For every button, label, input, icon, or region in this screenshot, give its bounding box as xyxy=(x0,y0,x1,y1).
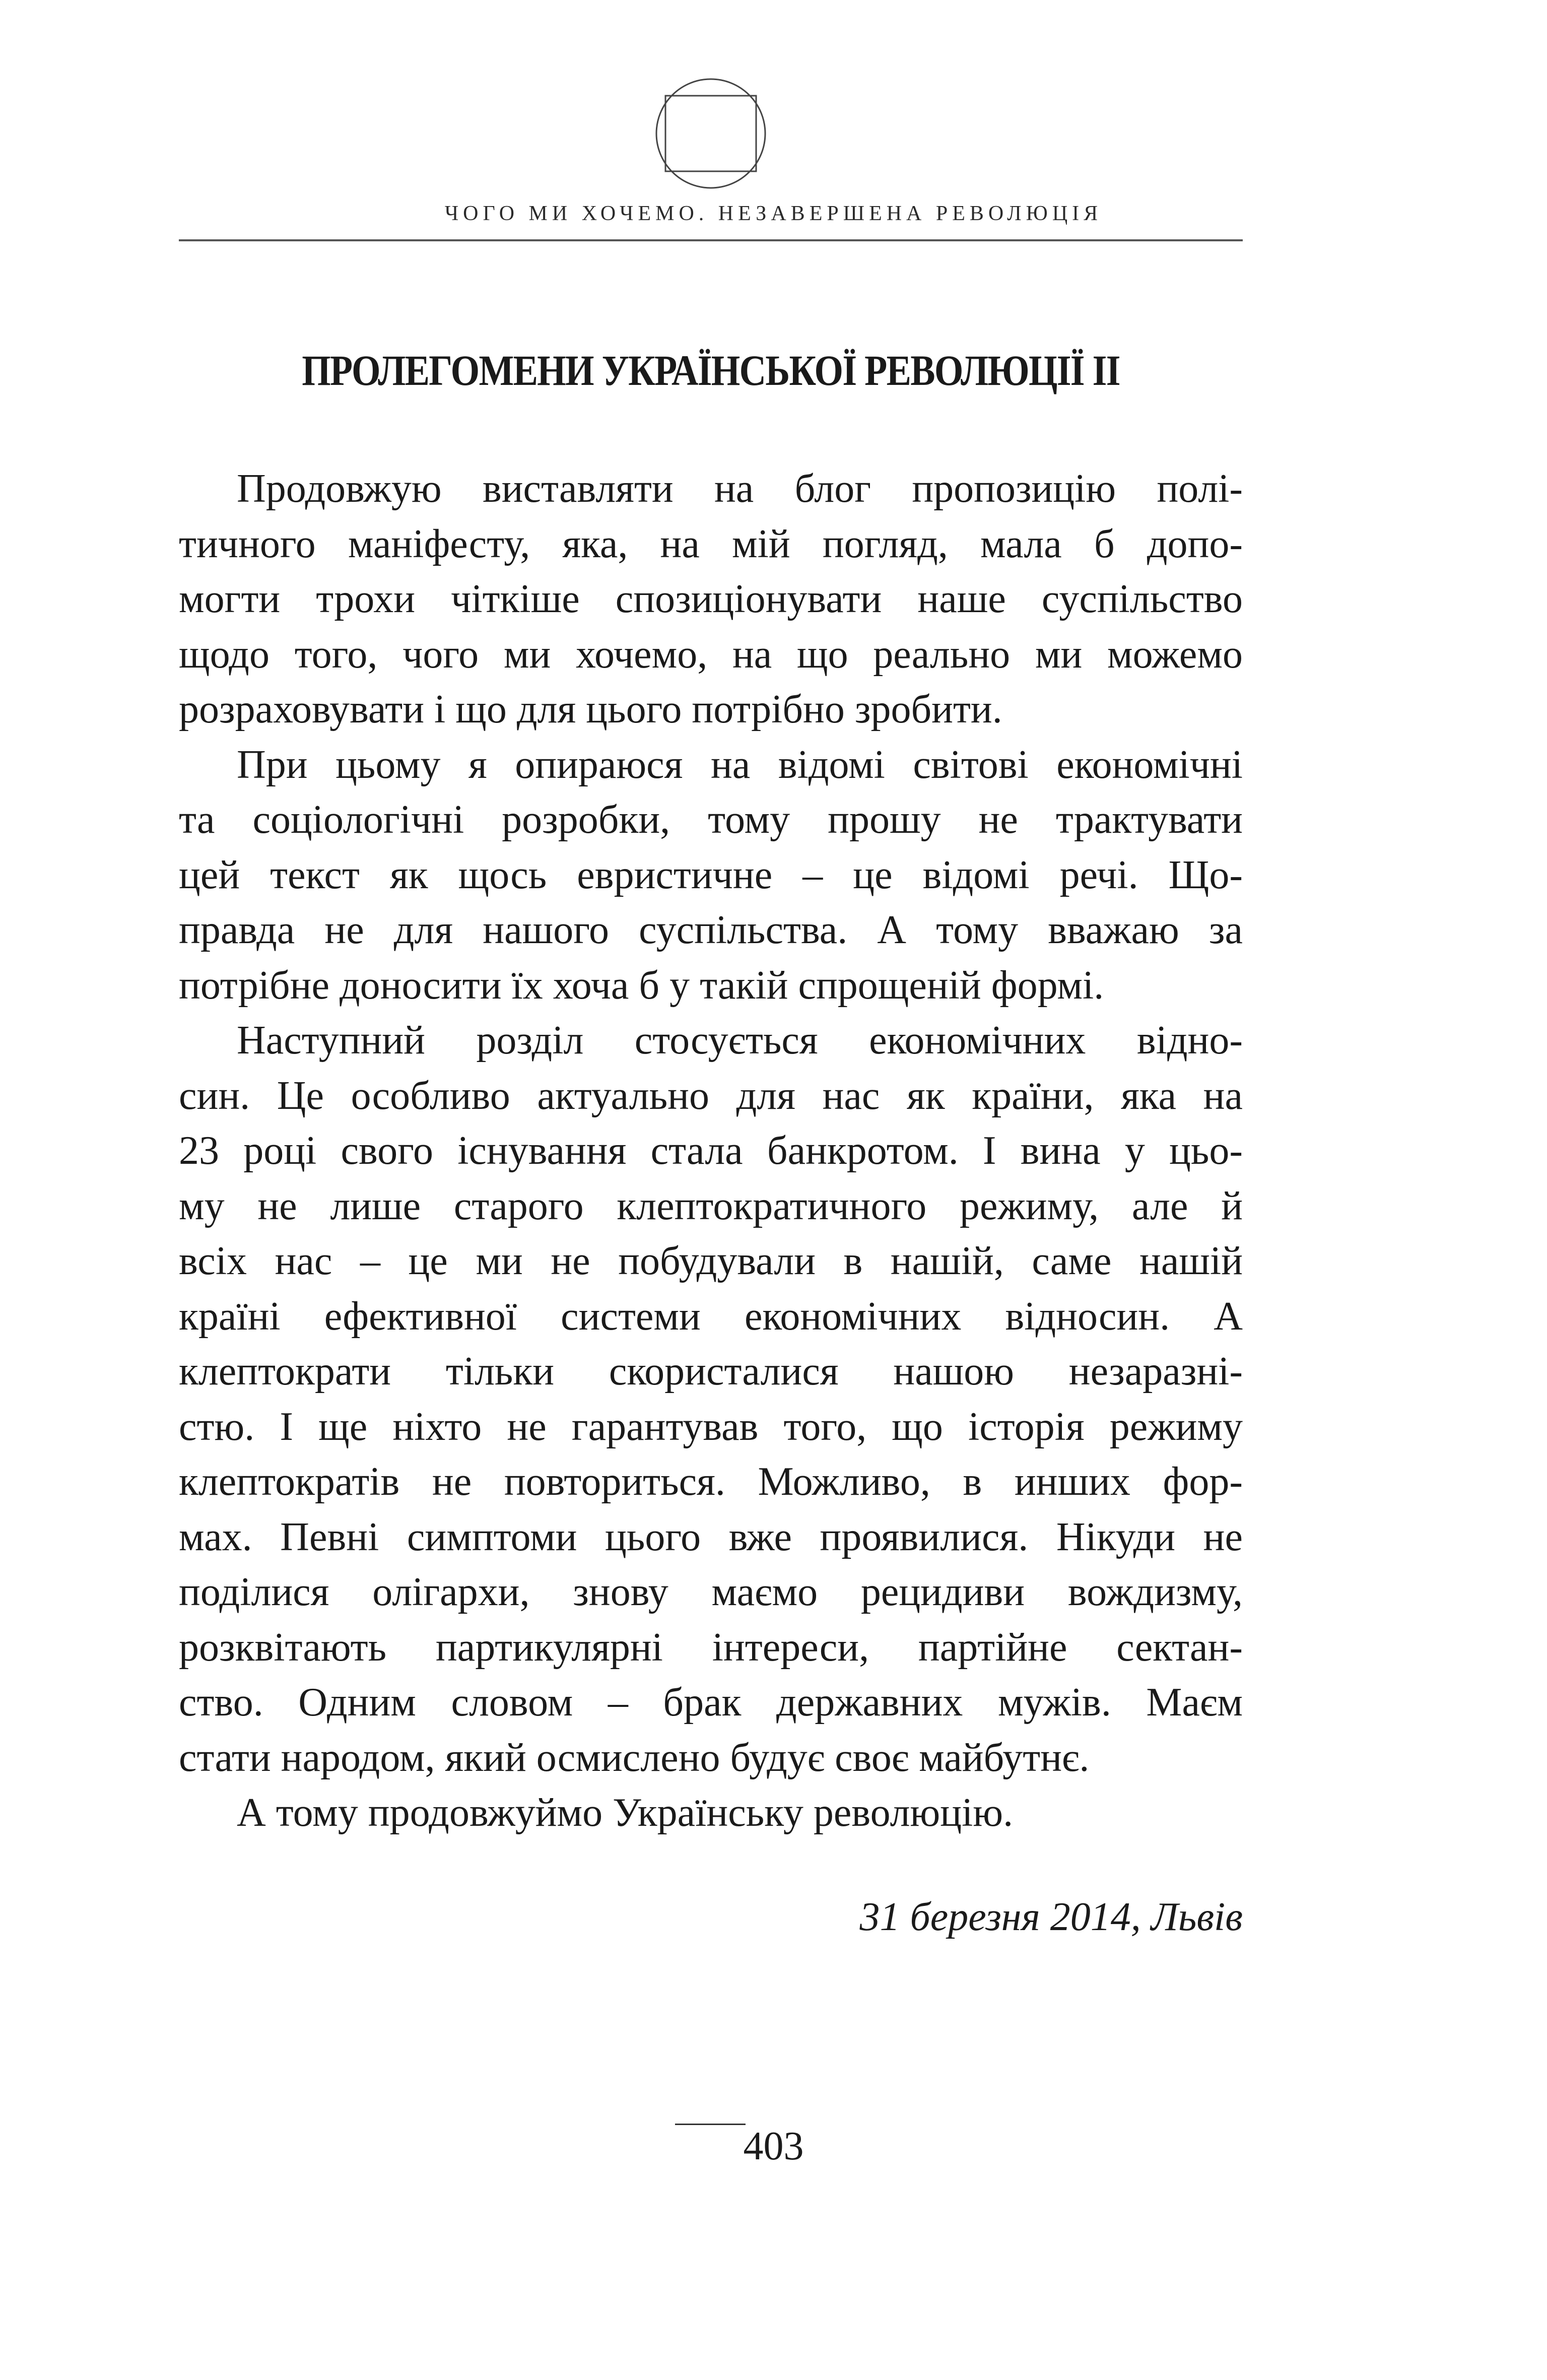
header-divider xyxy=(179,239,1243,241)
text-line: ство. Одним словом – брак державних мужів. Маєм xyxy=(179,1680,1243,1725)
body-text xyxy=(179,461,1243,1841)
text-line: мах. Певні симптоми цього вже проявилися. Нікуди не xyxy=(179,1514,1243,1559)
text-line: му не лише старого клептократичного режиму, але й xyxy=(179,1183,1243,1228)
text-line: щодо того, чого ми хочемо, на що реально ми можемо xyxy=(179,632,1243,677)
text-line: могти трохи чіткіше спозиціонувати наше суспільство xyxy=(179,577,1243,621)
text-line: Наступний розділ стосується економічних відно- xyxy=(237,1018,1243,1063)
text-line: При цьому я опираюся на відомі світові економічні xyxy=(237,742,1243,787)
text-line: та соціологічні розробки, тому прошу не трактувати xyxy=(179,798,1243,842)
text-line: 23 році свого існування стала банкротом. І вина у цьо- xyxy=(179,1129,1243,1173)
text-line: стати народом, який осмислено будує своє майбутнє. xyxy=(179,1735,1090,1780)
text-line: клептократів не повториться. Можливо, в инших фор- xyxy=(179,1460,1243,1504)
text-line: розраховувати і що для цього потрібно зробити. xyxy=(179,687,1002,732)
text-line: розквітають партикулярні інтереси, партійне сектан- xyxy=(179,1625,1243,1670)
text-line: клептократи тільки скористалися нашою незаразні- xyxy=(179,1349,1243,1394)
text-line: правда не для нашого суспільства. А тому вважаю за xyxy=(179,908,1243,952)
text-line: потрібне доносити їх хоча б у такій спрощеній формі. xyxy=(179,963,1104,1008)
text-line: всіх нас – це ми не побудували в нашій, саме нашій xyxy=(179,1239,1243,1283)
text-line: Продовжую виставляти на блог пропозицію полі- xyxy=(237,467,1243,511)
text-line: син. Це особливо актуально для нас як країни, яка на xyxy=(179,1073,1243,1118)
text-line: тичного маніфесту, яка, на мій погляд, мала б допо- xyxy=(179,521,1243,566)
page-number: 403 xyxy=(743,2124,804,2168)
chapter-title: ПРОЛЕГОМЕНИ УКРАЇНСЬКОЇ РЕВОЛЮЦІЇ II xyxy=(302,346,1120,394)
text-line: поділися олігархи, знову маємо рецидиви вождизму, xyxy=(179,1570,1243,1614)
running-head: ЧОГО МИ ХОЧЕМО. НЕЗАВЕРШЕНА РЕВОЛЮЦІЯ xyxy=(444,202,1103,225)
text-line: А тому продовжуймо Українську революцію. xyxy=(237,1791,1014,1835)
text-line: стю. І ще ніхто не гарантував того, що історія режиму xyxy=(179,1404,1243,1449)
text-line: країні ефективної системи економічних відносин. А xyxy=(179,1294,1243,1339)
emblem-icon xyxy=(654,77,768,190)
text-line: цей текст як щось евристичне – це відомі речі. Що- xyxy=(179,852,1243,897)
date-place-signature: 31 березня 2014, Львів xyxy=(859,1895,1243,1939)
